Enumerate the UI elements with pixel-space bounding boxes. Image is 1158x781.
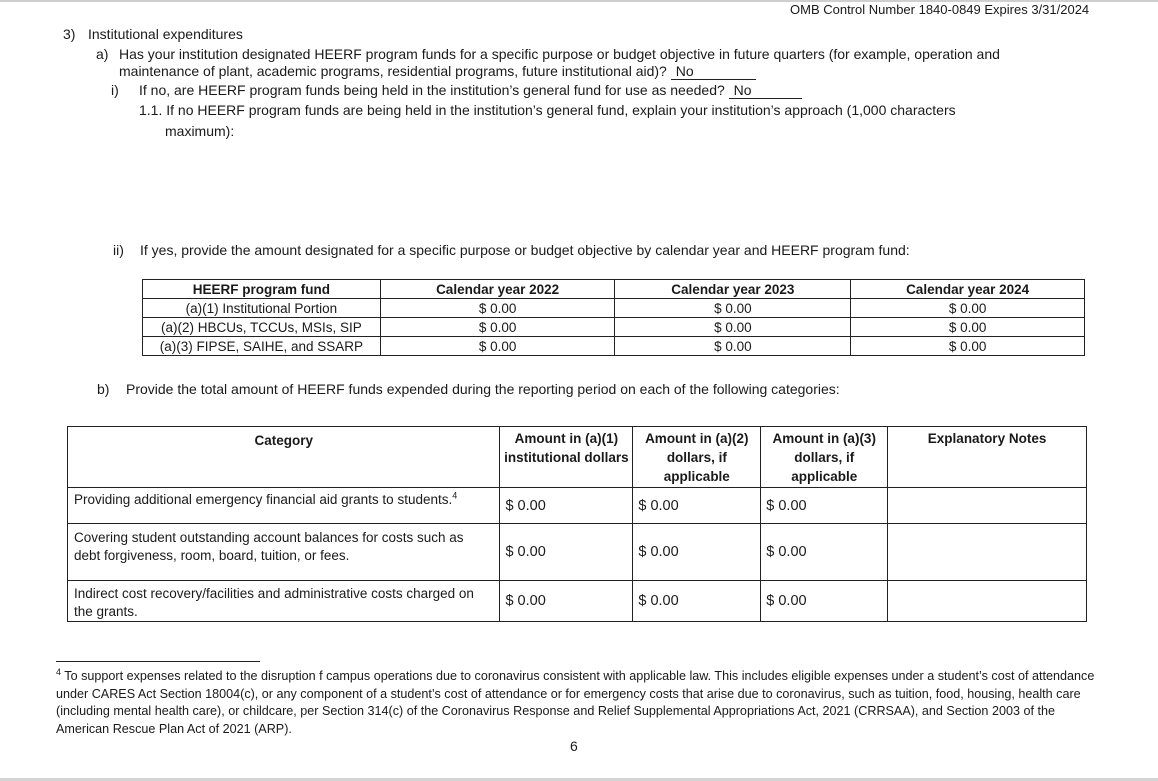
col-a3-line: applicable [791,469,858,484]
omb-control-number: OMB Control Number 1840-0849 Expires 3/31/2024 [790,2,1090,17]
question-i-text: If no, are HEERF program funds being held in the institution’s general fund for use as needed? [139,82,725,98]
amount-a3[interactable]: $ 0.00 [761,581,888,622]
question-ii-text: If yes, provide the amount designated for a specific purpose or budget objective by calendar year and HEERF program fund: [140,242,910,258]
col-year-2023: Calendar year 2023 [615,280,851,299]
col-amount-a2 [633,427,761,488]
col-year-2022: Calendar year 2022 [380,280,615,299]
col-category [68,427,500,488]
amount-a1[interactable]: $ 0.00 [500,488,633,524]
amount-a2[interactable]: $ 0.00 [633,524,761,581]
col-notes-label: Explanatory Notes [927,431,1047,446]
question-a-label: a) [96,46,109,62]
amount-a2[interactable]: $ 0.00 [633,488,761,524]
question-i-label: i) [111,82,119,98]
category-cell [68,581,500,622]
category-cell [68,524,500,581]
amount-a1[interactable]: $ 0.00 [500,581,633,622]
table-row [68,524,1087,581]
amount-2024[interactable]: $ 0.00 [851,299,1085,318]
col-heerf-fund: HEERF program fund [143,280,381,299]
footnote-ref: 4 [452,490,458,501]
explanatory-notes[interactable] [888,524,1087,581]
amount-2022[interactable]: $ 0.00 [380,299,615,318]
amount-2023[interactable]: $ 0.00 [615,299,851,318]
fund-name: (a)(1) Institutional Portion [143,299,381,318]
section-3-number: 3) [63,26,76,42]
col-year-2024: Calendar year 2024 [851,280,1085,299]
question-a-line2-wrap [119,62,756,80]
category-text: Providing additional emergency financial aid grants to students. [74,492,453,507]
footnote [56,668,1096,738]
amount-a3[interactable]: $ 0.00 [761,524,888,581]
footnote-divider [56,661,260,662]
table-row [143,318,1085,337]
col-amount-a3 [761,427,888,488]
expenditure-category-table [67,426,1087,622]
category-text: Indirect cost recovery/facilities and administrative costs charged on the grants. [74,586,474,619]
col-explanatory-notes [888,427,1087,488]
amount-2023[interactable]: $ 0.00 [615,318,851,337]
question-i-answer[interactable]: No [729,83,802,99]
question-1-1-line2: maximum): [165,123,235,139]
page-number: 6 [570,738,578,754]
col-a2-line: dollars, if [666,450,727,465]
question-a-line1: Has your institution designated HEERF program funds for a specific purpose or budget objective in future quarters (for example, operation and [119,46,1000,62]
table-header-row [68,427,1087,488]
fund-name: (a)(3) FIPSE, SAIHE, and SSARP [143,337,381,356]
col-a1-line: Amount in (a)(1) [514,431,619,446]
col-a2-line: Amount in (a)(2) [645,431,749,446]
col-a1-line: institutional dollars [504,450,629,465]
amount-2024[interactable]: $ 0.00 [851,337,1085,356]
footnote-marker: 4 [56,666,62,677]
amount-a1[interactable]: $ 0.00 [500,524,633,581]
amount-a3[interactable]: $ 0.00 [761,488,888,524]
col-amount-a1 [500,427,633,488]
question-b-text: Provide the total amount of HEERF funds expended during the reporting period on each of the following categories: [126,381,840,397]
question-a-answer[interactable]: No [671,64,756,80]
table-row [143,337,1085,356]
amount-a2[interactable]: $ 0.00 [633,581,761,622]
heerf-calendar-table [142,279,1085,356]
footnote-text: To support expenses related to the disruption f campus operations due to coronavirus consistent with applicable law. This includes eligible expenses under a student’s cost of attendance under CARES Act Section 18004(c), or any component of a student’s cost of attendance or for emergency costs that arise due to coronavirus, such as tuition, food, housing, health care (including mental health care), or childcare, per Section 314(c) of the Coronavirus Response and Relief Supplemental Appropriations Act, 2021 (CRRSAA), and Section 2003 of the American Rescue Plan Act of 2021 (ARP). [56,669,1095,736]
amount-2023[interactable]: $ 0.00 [615,337,851,356]
table-header-row [143,280,1085,299]
fund-name: (a)(2) HBCUs, TCCUs, MSIs, SIP [143,318,381,337]
section-3-title: Institutional expenditures [88,26,243,42]
question-i-wrap [139,81,802,99]
table-row [143,299,1085,318]
question-ii-label: ii) [113,242,124,258]
amount-2022[interactable]: $ 0.00 [380,318,615,337]
col-a2-line: applicable [663,469,730,484]
col-a3-line: dollars, if [794,450,855,465]
table-row [68,488,1087,524]
col-category-label: Category [254,433,313,448]
explanatory-notes[interactable] [888,581,1087,622]
question-1-1-line1: 1.1. If no HEERF program funds are being held in the institution’s general fund, explain your institution’s approach (1,000 characters [139,102,956,118]
col-a3-line: Amount in (a)(3) [772,431,876,446]
category-text: Covering student outstanding account balances for costs such as debt forgiveness, room, board, tuition, or fees. [74,530,464,563]
question-b-label: b) [97,381,110,397]
table-row [68,581,1087,622]
question-a-line2: maintenance of plant, academic programs, residential programs, future institutional aid)? [119,63,667,79]
explanatory-notes[interactable] [888,488,1087,524]
amount-2024[interactable]: $ 0.00 [851,318,1085,337]
amount-2022[interactable]: $ 0.00 [380,337,615,356]
category-cell [68,488,500,524]
